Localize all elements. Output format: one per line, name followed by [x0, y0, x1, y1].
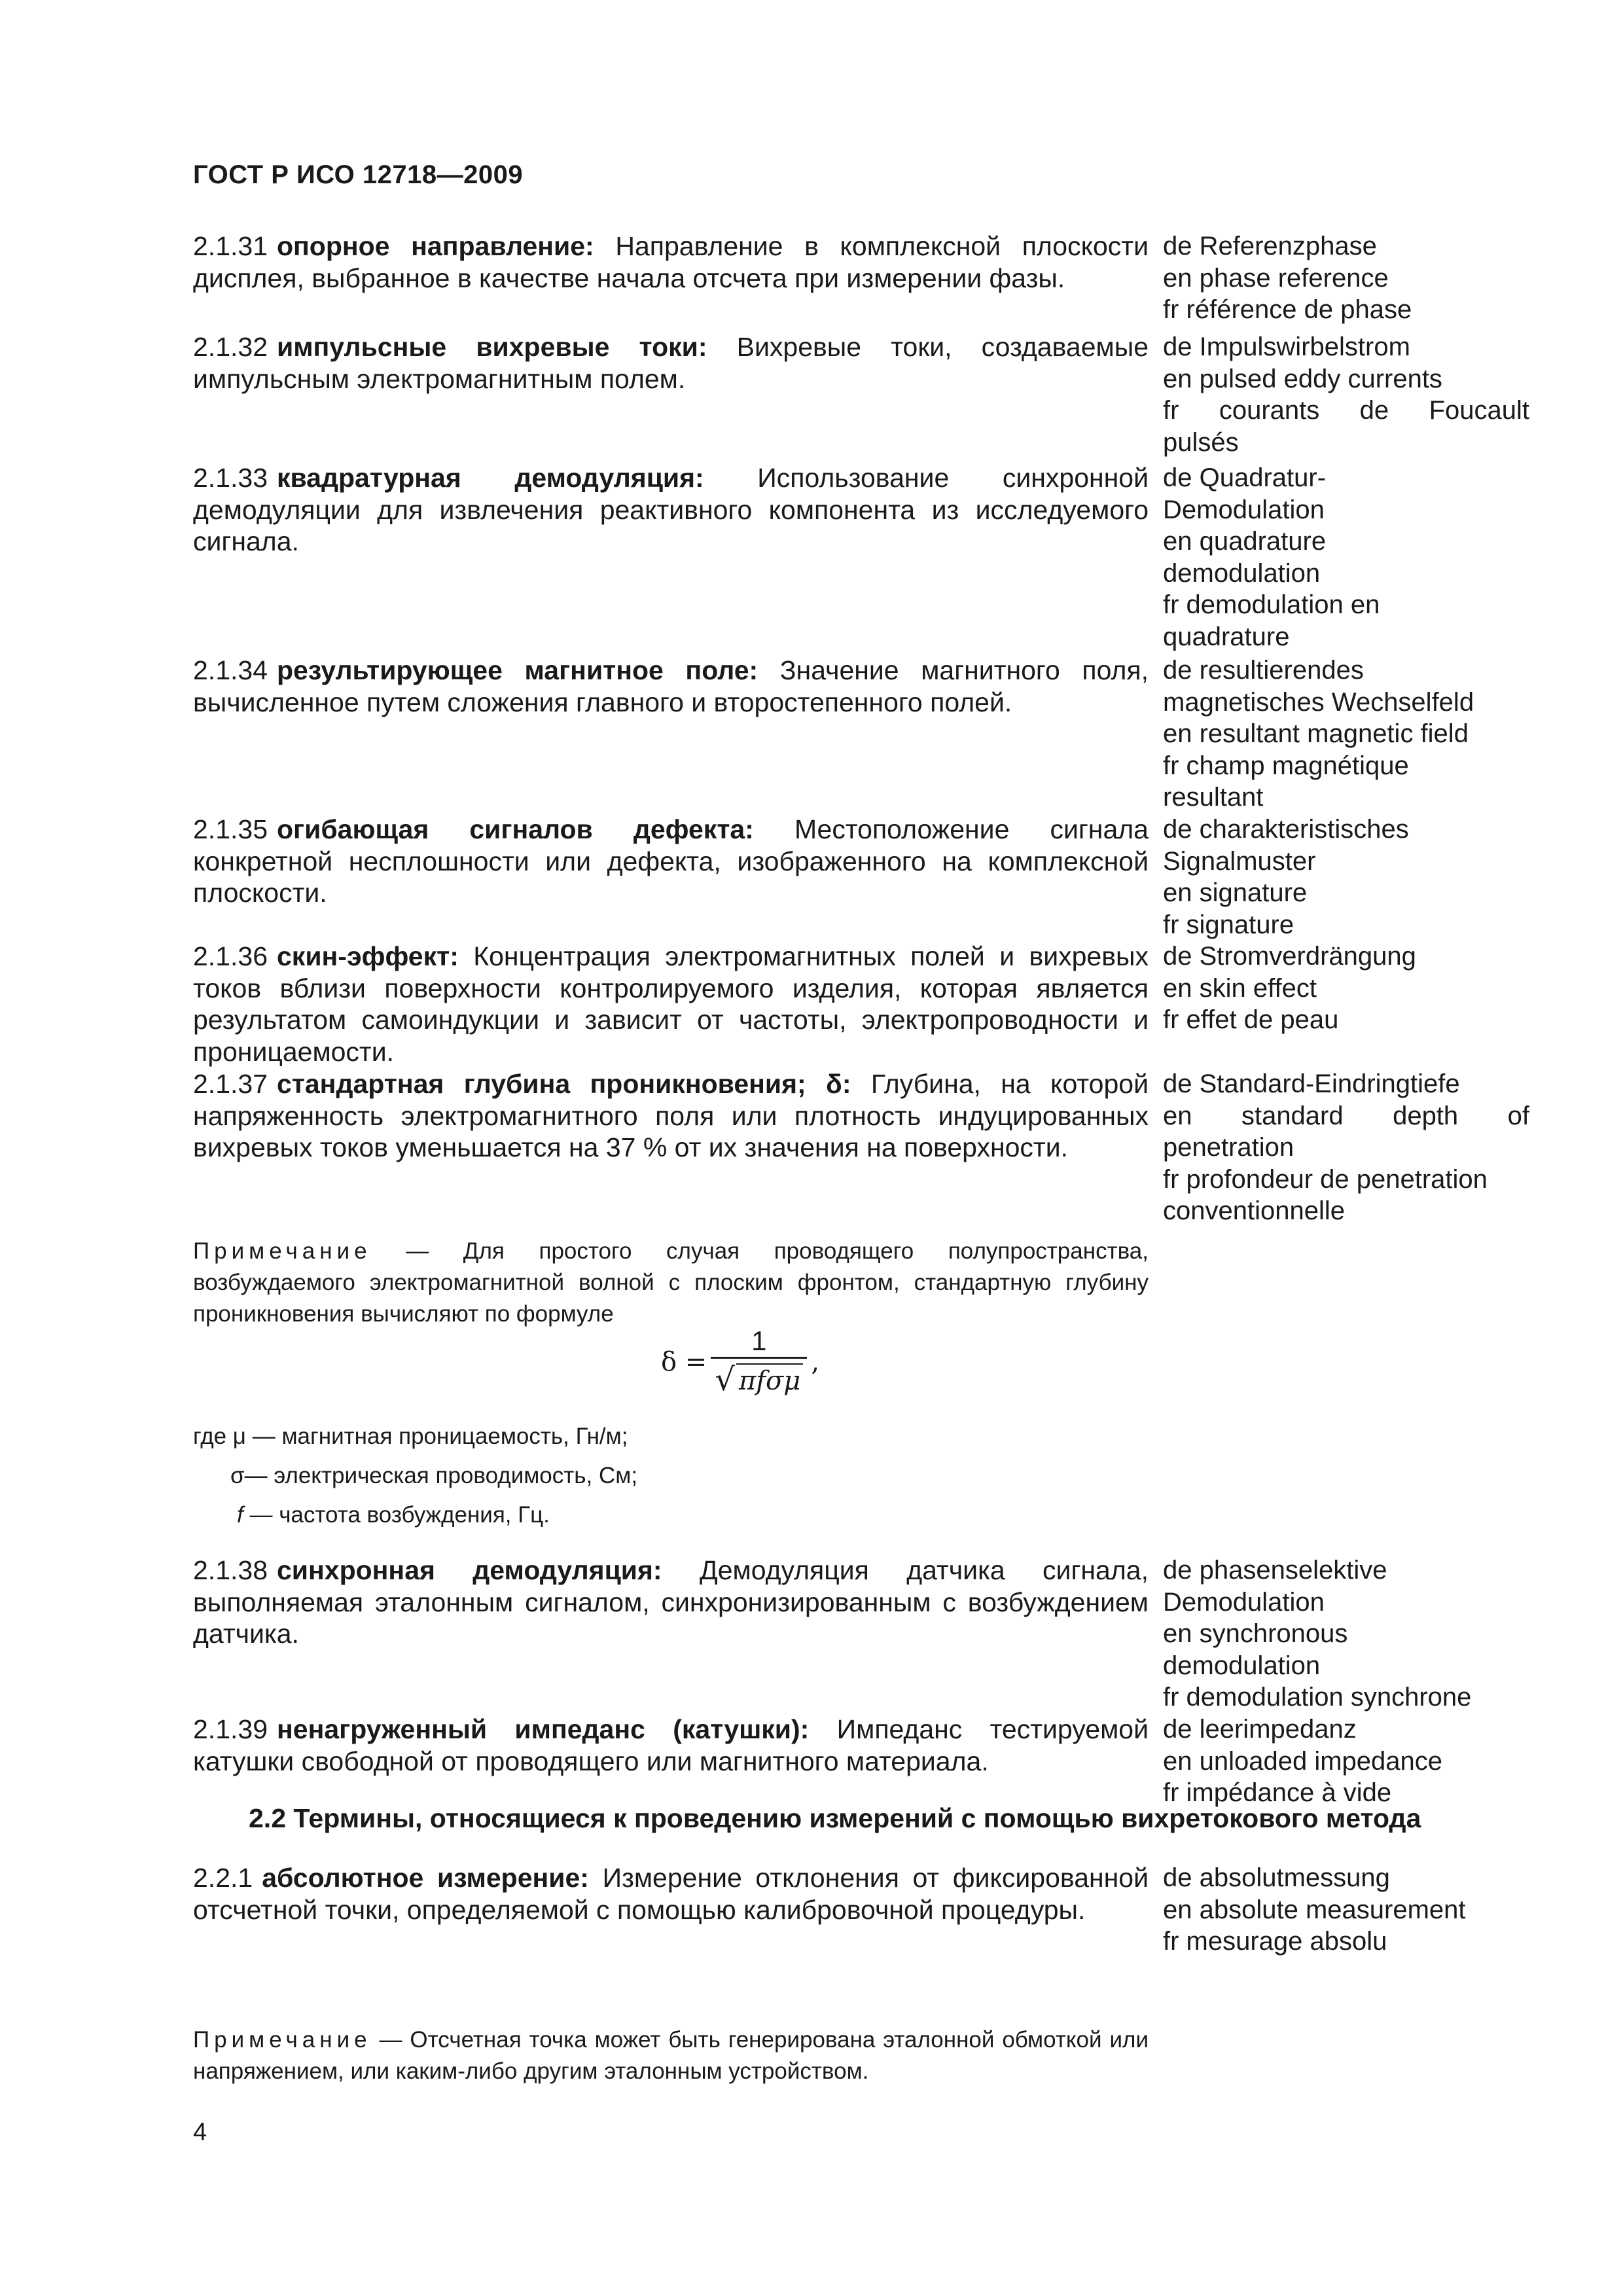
term-definition: Глубина, на которой напряженность электромагнитного поля или плотность индуцированных вихревых токов уменьшается на 37 % от их значения на поверхности.: [193, 1069, 1149, 1162]
equiv-line: fr demodulation en: [1163, 590, 1380, 619]
term-definition: Вихревые токи, создаваемые импульсным электромагнитным полем.: [193, 332, 1149, 394]
equiv-line: quadrature: [1163, 622, 1290, 651]
equiv-line: de Standard-Eindringtiefe: [1163, 1069, 1460, 1098]
where-text: — частота возбуждения, Гц.: [249, 1502, 550, 1528]
equiv-line: resultant: [1163, 783, 1264, 812]
term-number: 2.1.31: [193, 231, 268, 261]
equiv-line: en synchronous: [1163, 1619, 1348, 1648]
where-text: — электрическая проводимость, См;: [244, 1463, 638, 1488]
term-equivalents: [1163, 462, 1529, 653]
where-symbol: где μ: [193, 1424, 246, 1449]
equiv-line: en quadrature: [1163, 527, 1327, 556]
term-number: 2.1.39: [193, 1714, 268, 1744]
note: [193, 1236, 1149, 1330]
equiv-line: fr signature: [1163, 910, 1294, 939]
formula-lhs: δ =: [661, 1346, 707, 1377]
equiv-line: de leerimpedanz: [1163, 1715, 1357, 1744]
term-name: результирующее магнитное поле:: [277, 655, 758, 685]
equiv-line: Demodulation: [1163, 1587, 1325, 1617]
term-equivalents: [1163, 941, 1529, 1036]
equiv-line: Demodulation: [1163, 495, 1325, 524]
term-name: абсолютное измерение:: [262, 1863, 589, 1893]
term-name: скин-эффект:: [277, 941, 459, 971]
sqrt-body: πfσμ: [736, 1363, 803, 1396]
equiv-line: en standard depth of: [1163, 1101, 1529, 1130]
term-number: 2.1.36: [193, 941, 268, 971]
term-entry: [193, 1554, 1528, 1712]
equiv-line: de Referenzphase: [1163, 232, 1377, 260]
term-entry: [193, 1862, 1528, 1956]
where-line: [230, 1456, 637, 1496]
equiv-line: fr mesurage absolu: [1163, 1927, 1387, 1956]
equiv-line: Signalmuster: [1163, 846, 1316, 876]
term-equivalents: [1163, 1554, 1529, 1713]
term-name: квадратурная демодуляция:: [277, 463, 704, 493]
equiv-line: en pulsed eddy currents: [1163, 364, 1442, 393]
equiv-line: de Impulswirbelstrom: [1163, 332, 1410, 361]
equiv-line: en absolute measurement: [1163, 1895, 1466, 1924]
term-name: огибающая сигналов дефекта:: [277, 814, 754, 844]
equiv-line: pulsés: [1163, 427, 1239, 457]
term-number: 2.2.1: [193, 1863, 253, 1893]
equiv-line: fr demodulation synchrone: [1163, 1683, 1472, 1712]
formula: [661, 1325, 819, 1398]
term-equivalents: [1163, 331, 1529, 458]
formula-numerator: 1: [751, 1325, 767, 1356]
equiv-line: de charakteristisches: [1163, 815, 1409, 844]
formula-trail: ,: [811, 1346, 820, 1377]
where-text: — магнитная проницаемость, Гн/м;: [252, 1424, 628, 1449]
term-definition: Местоположение сигнала конкретной несплошности или дефекта, изображенного на комплексной плоскости.: [193, 814, 1149, 908]
equiv-line: en unloaded impedance: [1163, 1746, 1443, 1776]
term-text: [193, 814, 1149, 909]
term-definition: Демодуляция датчика сигнала, выполняемая эталонным сигналом, синхронизированным с возбуждением датчика.: [193, 1555, 1149, 1649]
note: [193, 2024, 1149, 2087]
equiv-line: magnetisches Wechselfeld: [1163, 687, 1474, 717]
equiv-line: demodulation: [1163, 1651, 1321, 1680]
term-equivalents: [1163, 655, 1529, 814]
equiv-line: fr champ magnétique: [1163, 751, 1409, 780]
equiv-line: en phase reference: [1163, 263, 1389, 293]
term-equivalents: [1163, 814, 1529, 941]
term-text: [193, 1713, 1149, 1777]
term-entry: [193, 1713, 1528, 1807]
term-text: [193, 230, 1149, 294]
term-text: [193, 1068, 1149, 1164]
term-definition: Направление в комплексной плоскости дисплея, выбранное в качестве начала отсчета при измерении фазы.: [193, 231, 1149, 293]
equiv-line: en resultant magnetic field: [1163, 719, 1469, 748]
term-definition: Значение магнитного поля, вычисленное путем сложения главного и второстепенного полей.: [193, 655, 1149, 717]
equiv-line: de Quadratur-: [1163, 463, 1327, 492]
term-number: 2.1.37: [193, 1069, 268, 1099]
equiv-line: fr effet de peau: [1163, 1005, 1339, 1034]
note-text: — Отсчетная точка может быть генерирована эталонной обмоткой или напряжением, или каким-либо другим эталонным устройством.: [193, 2027, 1149, 2084]
term-text: [193, 1862, 1149, 1926]
sqrt-sign: √: [715, 1361, 735, 1398]
term-name: стандартная глубина проникновения: [277, 1069, 798, 1099]
note-label: Примечание: [193, 1238, 372, 1264]
term-definition: Использование синхронной демодуляции для извлечения реактивного компонента из исследуемого сигнала.: [193, 463, 1149, 556]
term-entry: [193, 462, 1528, 651]
equiv-line: en signature: [1163, 878, 1308, 907]
where-symbol: f: [237, 1502, 243, 1528]
section-title: 2.2 Термины, относящиеся к проведению измерений с помощью вихретокового метода: [249, 1803, 1421, 1833]
equiv-line: fr référence de phase: [1163, 295, 1412, 324]
term-entry: [193, 331, 1529, 457]
term-entry: [193, 655, 1528, 812]
term-number: 2.1.33: [193, 463, 268, 493]
term-equivalents: [1163, 230, 1529, 326]
term-number: 2.1.32: [193, 332, 268, 362]
term-equivalents: [1163, 1862, 1529, 1958]
formula-denominator: [711, 1357, 807, 1398]
equiv-line: fr courants de Foucault: [1163, 396, 1529, 425]
term-number: 2.1.34: [193, 655, 268, 685]
term-text: [193, 655, 1149, 718]
term-text: [193, 941, 1149, 1067]
term-equivalents: [1163, 1068, 1529, 1227]
term-definition: Импеданс тестируемой катушки свободной от проводящего или магнитного материала.: [193, 1714, 1149, 1776]
equiv-line: de resultierendes: [1163, 656, 1364, 685]
term-symbol: ; δ:: [797, 1069, 851, 1099]
term-number: 2.1.35: [193, 814, 268, 844]
page-header: ГОСТ Р ИСО 12718—2009: [193, 160, 524, 189]
term-entry: [193, 1068, 1529, 1225]
equiv-line: de phasenselektive: [1163, 1556, 1387, 1585]
term-entry: [193, 814, 1528, 939]
term-text: [193, 462, 1149, 558]
term-name: опорное направление:: [277, 231, 594, 261]
equiv-line: de Stromverdrängung: [1163, 942, 1416, 971]
term-number: 2.1.38: [193, 1555, 268, 1585]
term-entry: [193, 230, 1528, 324]
note-text: — Для простого случая проводящего полупространства, возбуждаемого электромагнитной волной с плоским фронтом, стандартную глубину проникновения вычисляют по формуле: [193, 1238, 1149, 1327]
note-label: Примечание: [193, 2027, 372, 2053]
equiv-line: fr impédance à vide: [1163, 1778, 1392, 1807]
term-name: ненагруженный импеданс (катушки):: [277, 1714, 810, 1744]
term-name: синхронная демодуляция:: [277, 1555, 662, 1585]
page-number: 4: [193, 2119, 207, 2146]
formula-fraction: [711, 1325, 807, 1398]
where-symbol: σ: [230, 1463, 245, 1488]
where-line: [193, 1417, 628, 1456]
equiv-line: demodulation: [1163, 558, 1321, 588]
equiv-line: fr profondeur de penetration: [1163, 1164, 1488, 1194]
term-entry: [193, 941, 1528, 1067]
where-line: [237, 1496, 550, 1535]
term-equivalents: [1163, 1713, 1529, 1809]
equiv-line: en skin effect: [1163, 973, 1317, 1003]
equiv-line: conventionnelle: [1163, 1196, 1345, 1225]
term-definition: Измерение отклонения от фиксированной отсчетной точки, определяемой с помощью калибровочной процедуры.: [193, 1863, 1149, 1925]
equiv-line: de absolutmessung: [1163, 1863, 1390, 1892]
term-text: [193, 331, 1149, 395]
term-name: импульсные вихревые токи:: [277, 332, 707, 362]
term-definition: Концентрация электромагнитных полей и вихревых токов вблизи поверхности контролируемого изделия, которая является результатом самоиндукции и зависит от частоты, электропроводности и проницаемости.: [193, 941, 1149, 1067]
term-text: [193, 1554, 1149, 1650]
equiv-line: penetration: [1163, 1133, 1294, 1162]
